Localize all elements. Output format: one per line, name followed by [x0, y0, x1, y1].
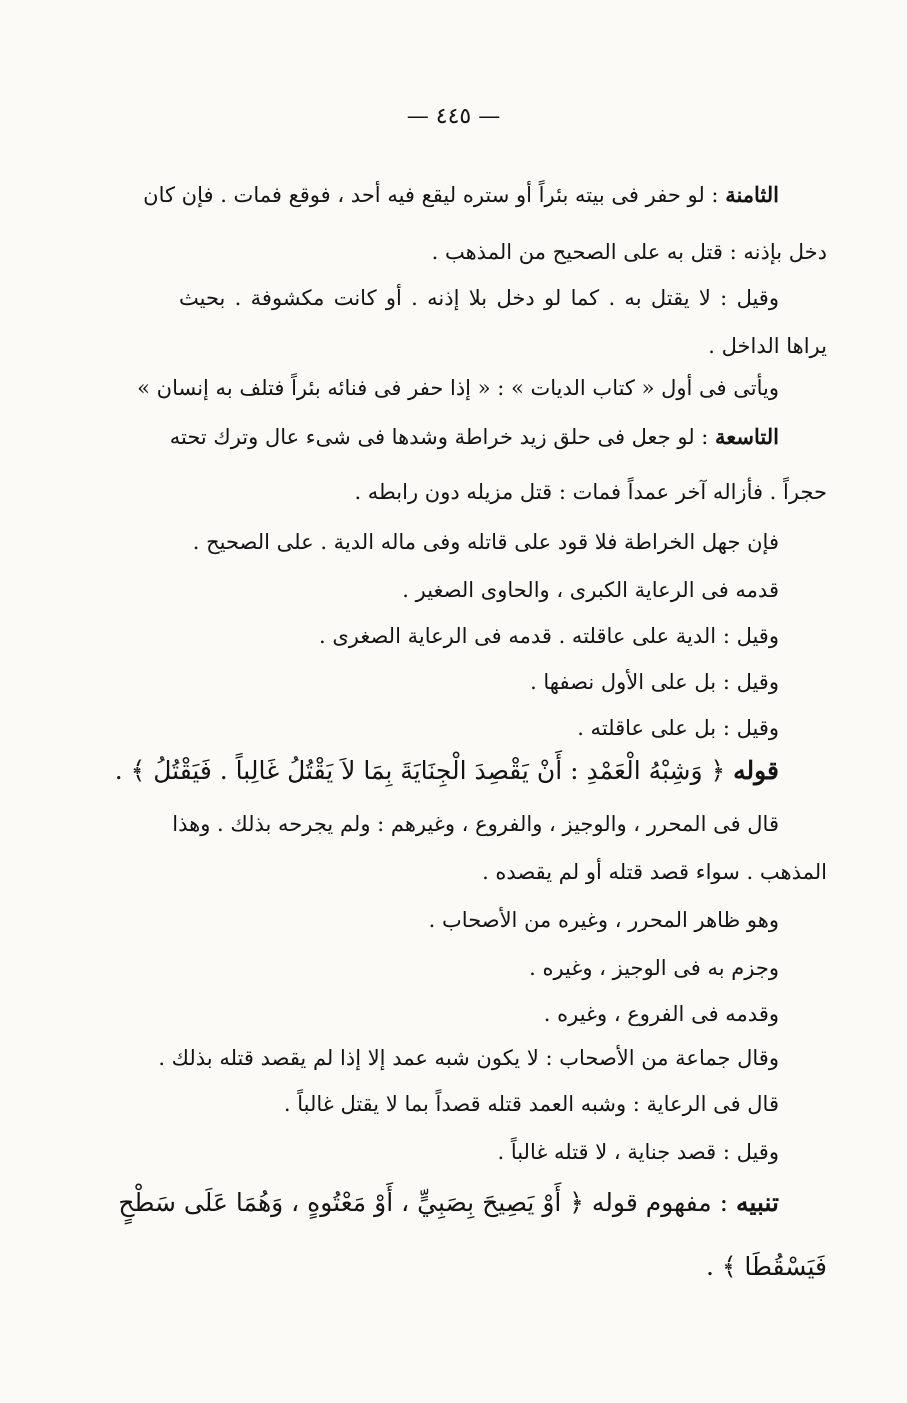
- text-line-6: [169, 424, 779, 450]
- text-line-14: [172, 812, 779, 837]
- text-line-17: [529, 956, 779, 981]
- line-1-lead: الثامنة: [725, 182, 779, 207]
- text-line-18: [544, 1002, 779, 1027]
- line-1-text: : لو حفر فى بيته بئراً أو ستره ليقع فيه أحد ، فوقع فمات . فإن كان: [143, 183, 726, 207]
- text-line-15: [482, 860, 827, 885]
- line-3-text: وقيل : لا يقتل به . كما لو دخل بلا إذنه . أو كانت مكشوفة . بحيث: [179, 286, 779, 310]
- line-11-text: وقيل : بل على الأول نصفها .: [530, 670, 779, 694]
- text-line-4: [708, 334, 827, 359]
- text-line-3: [179, 286, 779, 311]
- line-13-lead: قوله: [733, 756, 779, 785]
- line-9-text: قدمه فى الرعاية الكبرى ، والحاوى الصغير .: [402, 578, 779, 602]
- line-12-text: وقيل : بل على عاقلته .: [577, 716, 779, 740]
- text-line-7: [354, 480, 827, 505]
- line-15-text: المذهب . سواء قصد قتله أو لم يقصده .: [482, 860, 827, 884]
- line-19-text: وقال جماعة من الأصحاب : لا يكون شبه عمد إلا إذا لم يقصد قتله بذلك .: [158, 1046, 779, 1070]
- line-22-text: : مفهوم قوله ﴿ أَوْ يَصِيحَ بِصَبِيٍّ ، أَوْ مَعْتُوهٍ ، وَهُمَا عَلَى سَطْحٍ: [118, 1188, 736, 1217]
- line-14-text: قال فى المحرر ، والوجيز ، والفروع ، وغيرهم : ولم يجرحه بذلك . وهذا: [172, 812, 779, 836]
- text-line-1: [143, 182, 779, 208]
- line-21-text: وقيل : قصد جناية ، لا قتله غالباً .: [497, 1140, 779, 1164]
- text-line-11: [530, 670, 779, 695]
- line-10-text: وقيل : الدية على عاقلته . قدمه فى الرعاية الصغرى .: [318, 624, 779, 648]
- text-line-22: [118, 1188, 779, 1218]
- text-line-19: [158, 1046, 779, 1071]
- line-2-text: دخل بإذنه : قتل به على الصحيح من المذهب .: [431, 240, 827, 264]
- page-number: — ٤٤٥ —: [406, 104, 501, 129]
- line-18-text: وقدمه فى الفروع ، وغيره .: [543, 1002, 779, 1026]
- line-20-text: قال فى الرعاية : وشبه العمد قتله قصداً بما لا يقتل غالباً .: [283, 1092, 779, 1116]
- text-line-9: [402, 578, 779, 603]
- line-6-lead: التاسعة: [715, 424, 779, 449]
- line-13-text: ﴿ وَشِبْهُ الْعَمْدِ : أَنْ يَقْصِدَ الْجِنَايَةَ بِمَا لاَ يَقْتُلُ غَالِباً . فَيَقْتُلُ ﴾ .: [114, 756, 734, 785]
- line-17-text: وجزم به فى الوجيز ، وغيره .: [529, 956, 779, 980]
- text-line-5: [137, 376, 779, 401]
- text-line-23: [706, 1252, 827, 1282]
- line-22-lead: تنبيه: [736, 1188, 779, 1217]
- text-line-12: [577, 716, 779, 741]
- line-23-text: فَيَسْقُطَا ﴾ .: [705, 1252, 827, 1281]
- line-16-text: وهو ظاهر المحرر ، وغيره من الأصحاب .: [428, 908, 779, 932]
- text-line-16: [429, 908, 779, 933]
- line-4-text: يراها الداخل .: [708, 334, 827, 358]
- line-6-text: : لو جعل فى حلق زيد خراطة وشدها فى شىء عال وترك تحته: [169, 425, 716, 449]
- text-line-20: [284, 1092, 779, 1117]
- text-line-2: [432, 240, 827, 265]
- text-line-10: [319, 624, 779, 649]
- text-line-8: [193, 530, 779, 555]
- line-7-text: حجراً . فأزاله آخر عمداً فمات : قتل مزيله دون رابطه .: [354, 480, 827, 504]
- text-line-13: [115, 756, 779, 786]
- text-line-21: [497, 1140, 779, 1165]
- line-5-text: ويأتى فى أول « كتاب الديات » : « إذا حفر فى فنائه بئراً فتلف به إنسان »: [137, 376, 779, 400]
- line-8-text: فإن جهل الخراطة فلا قود على قاتله وفى ماله الدية . على الصحيح .: [192, 530, 779, 554]
